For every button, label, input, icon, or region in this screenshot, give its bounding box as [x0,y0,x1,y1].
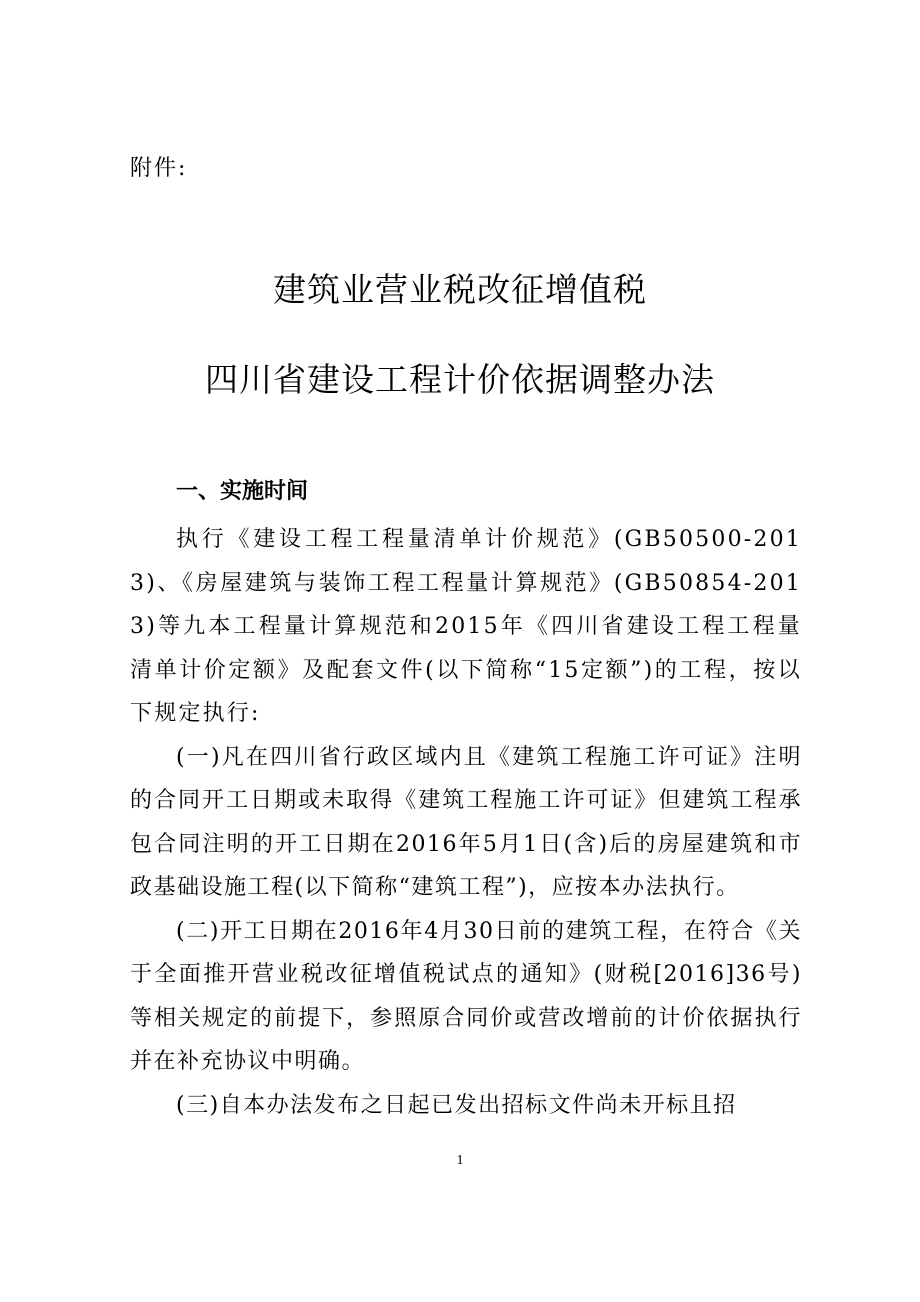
paragraph-item-2: (二)开工日期在2016年4月30日前的建筑工程，在符合《关于全面推开营业税改征增值税试点的通知》(财税[2016]36号)等相关规定的前提下，参照原合同价或营改增前的计价依据执行并在补充协议中明确。 [130,918,802,1074]
paragraph-item-3: (三)自本办法发布之日起已发出招标文件尚未开标且招 [176,1092,737,1118]
paragraph-scope: 执行《建设工程工程量清单计价规范》(GB50500-2013)、《房屋建筑与装饰工程工程量计算规范》(GB50854-2013)等九本工程量计算规范和2015年《四川省建设工程工程量清单计价定额》及配套文件(以下简称“15定额”)的工程，按以下规定执行: [130,527,802,726]
section-body [130,518,802,1127]
page-number: 1 [456,1153,464,1168]
paragraph-item-1: (一)凡在四川省行政区域内且《建筑工程施工许可证》注明的合同开工日期或未取得《建筑工程施工许可证》但建筑工程承包合同注明的开工日期在2016年5月1日(含)后的房屋建筑和市政基础设施工程(以下简称“建筑工程”)，应按本办法执行。 [130,744,802,900]
document-title-line-2: 四川省建设工程计价依据调整办法 [205,360,715,399]
section-heading: 一、实施时间 [176,479,309,504]
attachment-label: 附件: [130,156,188,181]
document-title-line-1: 建筑业营业税改征增值税 [273,270,647,309]
